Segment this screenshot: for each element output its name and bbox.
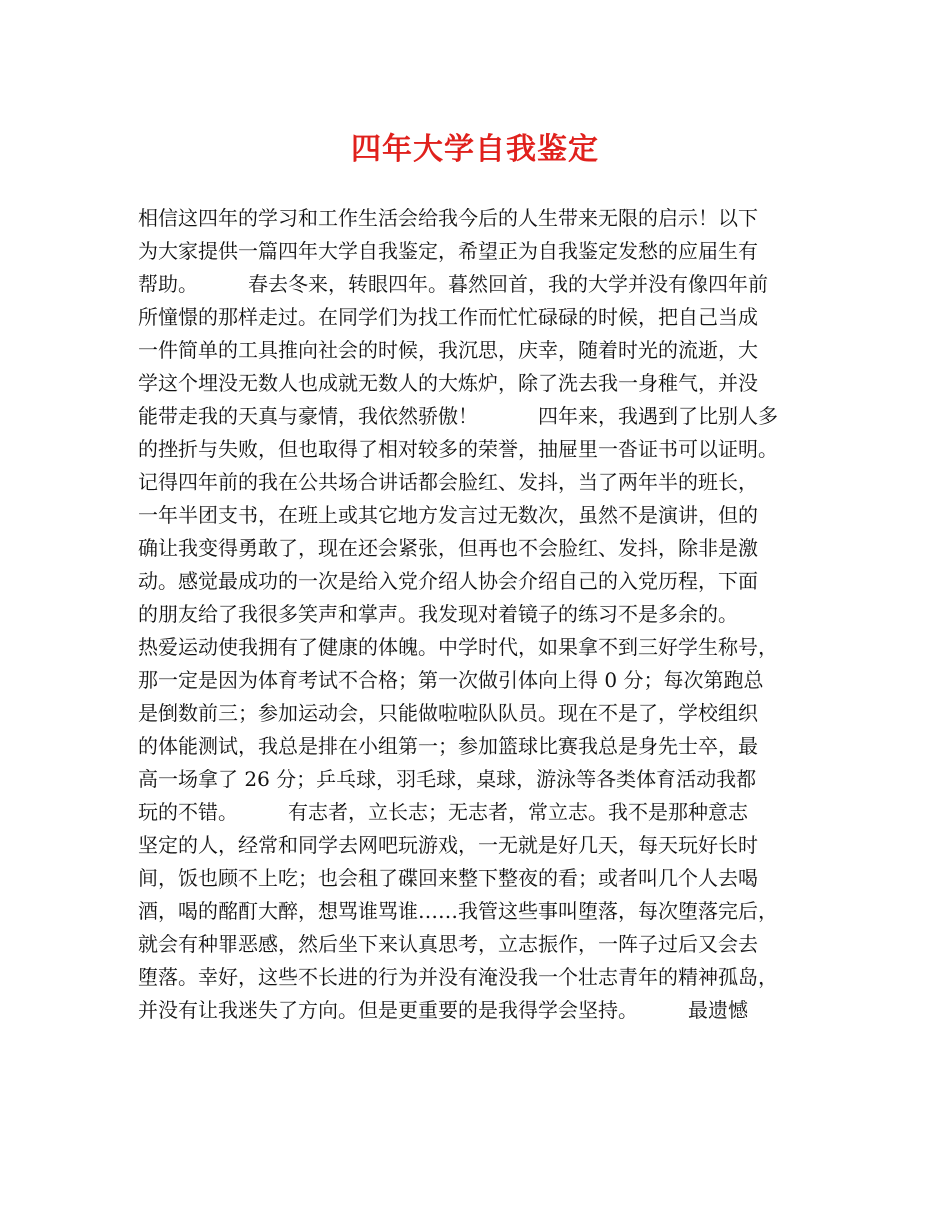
body-line: 的朋友给了我很多笑声和掌声。我发现对着镜子的练习不是多余的。 [138,602,738,626]
body-line: 玩的不错。 有志者，立长志；无志者，常立志。我不是那种意志 [138,800,748,824]
body-line: 间，饭也顾不上吃；也会租了碟回来整下整夜的看；或者叫几个人去喝 [138,866,758,890]
body-line: 为大家提供一篇四年大学自我鉴定，希望正为自我鉴定发愁的应届生有 [138,239,758,263]
body-line: 学这个埋没无数人也成就无数人的大炼炉，除了洗去我一身稚气，并没 [138,371,758,395]
body-line: 确让我变得勇敢了，现在还会紧张，但再也不会脸红、发抖，除非是激 [138,536,758,560]
body-line: 并没有让我迷失了方向。但是更重要的是我得学会坚持。 最遗憾 [138,998,748,1022]
body-line: 高一场拿了 26 分；乒乓球，羽毛球，桌球，游泳等各类体育活动我都 [138,767,757,791]
body-line: 的挫折与失败，但也取得了相对较多的荣誉，抽屉里一沓证书可以证明。 [138,437,778,461]
body-line: 一件简单的工具推向社会的时候，我沉思，庆幸，随着时光的流逝，大 [138,338,758,362]
document-body [138,202,838,1027]
body-line: 那一定是因为体育考试不合格；第一次做引体向上得 0 分；每次第跑总 [138,668,764,692]
body-line: 一年半团支书，在班上或其它地方发言过无数次，虽然不是演讲，但的 [138,503,758,527]
body-line: 能带走我的天真与豪情，我依然骄傲！ 四年来，我遇到了比别人多 [138,404,778,428]
body-line: 就会有种罪恶感，然后坐下来认真思考，立志振作，一阵子过后又会去 [138,932,758,956]
document-title: 四年大学自我鉴定 [351,132,599,167]
body-line: 热爱运动使我拥有了健康的体魄。中学时代，如果拿不到三好学生称号， [138,635,778,659]
body-line: 的体能测试，我总是排在小组第一；参加篮球比赛我总是身先士卒，最 [138,734,758,758]
body-line: 酒，喝的酩酊大醉，想骂谁骂谁……我管这些事叫堕落，每次堕落完后， [138,899,778,923]
body-line: 是倒数前三；参加运动会，只能做啦啦队队员。现在不是了，学校组织 [138,701,758,725]
body-line: 相信这四年的学习和工作生活会给我今后的人生带来无限的启示！以下 [138,206,758,230]
body-line: 所憧憬的那样走过。在同学们为找工作而忙忙碌碌的时候，把自己当成 [138,305,758,329]
body-line: 坚定的人，经常和同学去网吧玩游戏，一无就是好几天，每天玩好长时 [138,833,758,857]
body-line: 帮助。 春去冬来，转眼四年。暮然回首，我的大学并没有像四年前 [138,272,768,296]
body-line: 堕落。幸好，这些不长进的行为并没有淹没我一个壮志青年的精神孤岛， [138,965,778,989]
body-line: 记得四年前的我在公共场合讲话都会脸红、发抖，当了两年半的班长， [138,470,758,494]
body-line: 动。感觉最成功的一次是给入党介绍人协会介绍自己的入党历程，下面 [138,569,758,593]
